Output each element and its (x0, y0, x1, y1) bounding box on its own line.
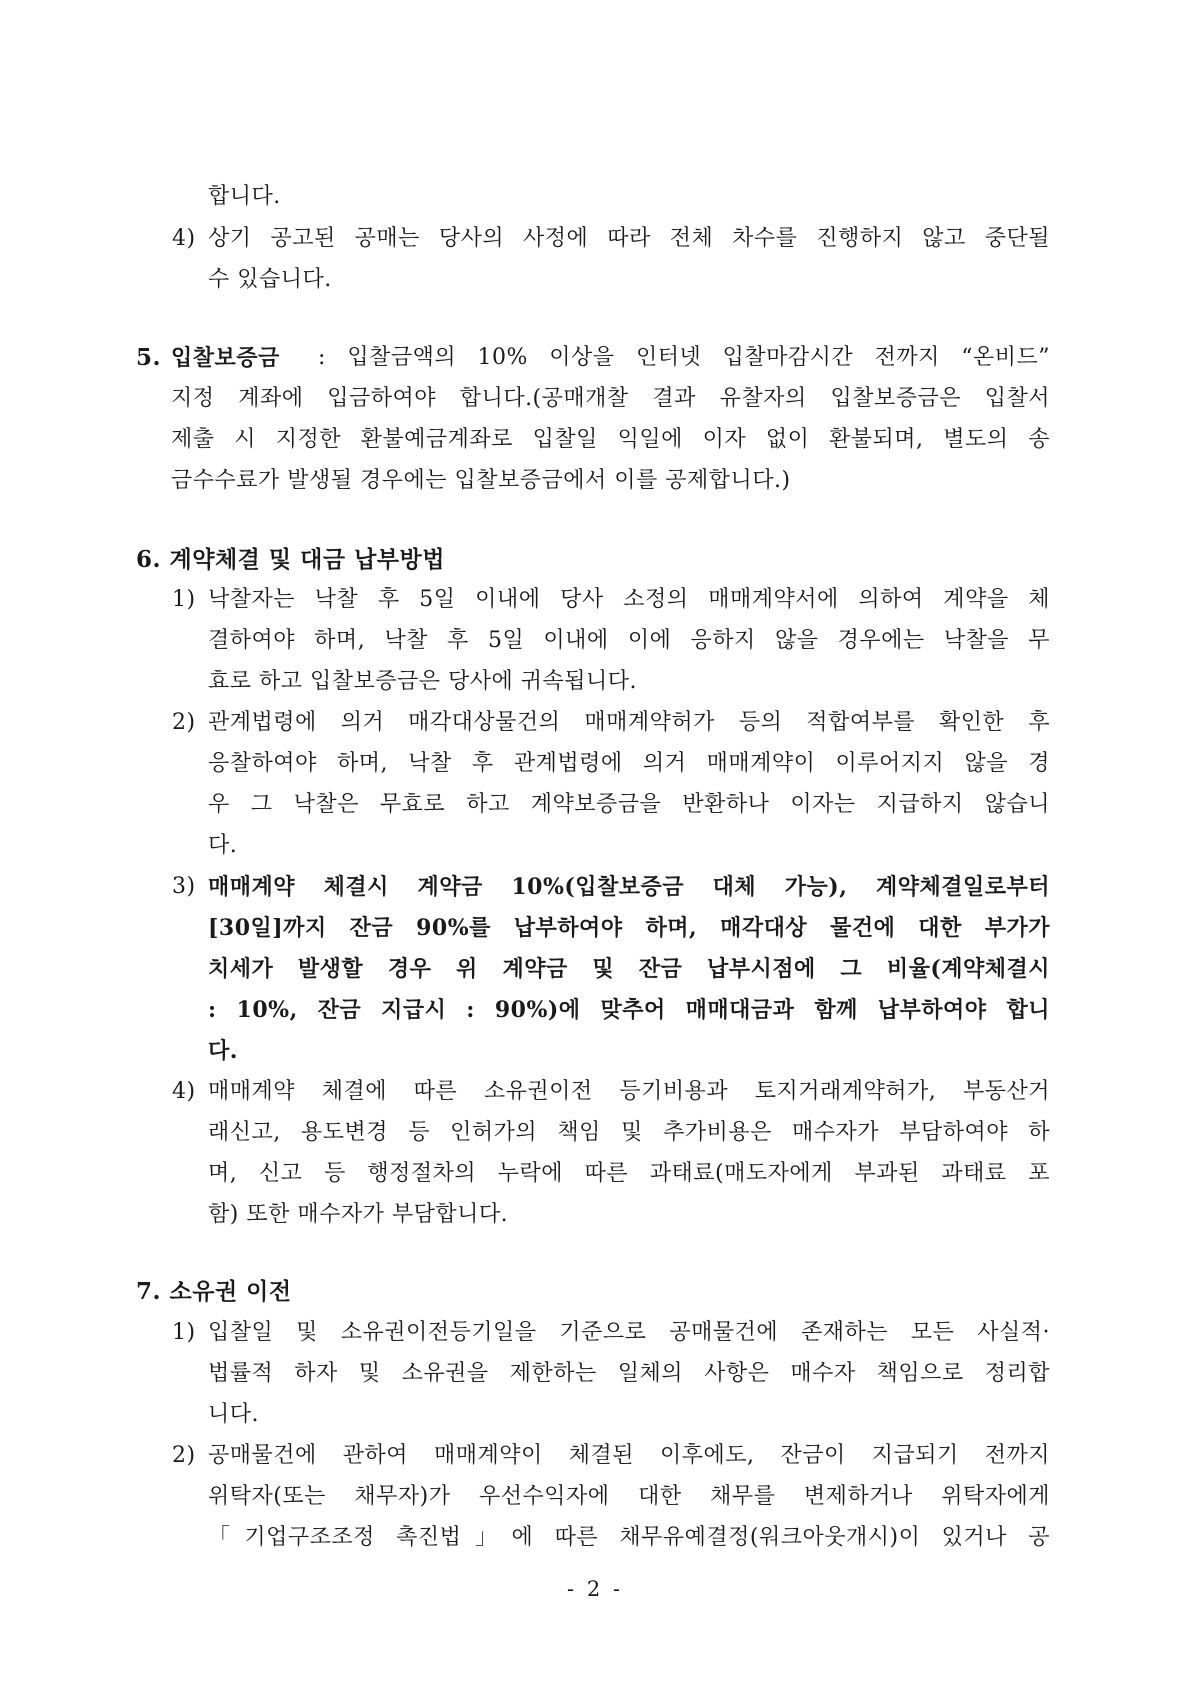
section6-item1-line: 효로 하고 입찰보증금은 당사에 귀속됩니다. (208, 669, 638, 694)
section7-heading: 7. 소유권 이전 (136, 1278, 292, 1305)
section6-item3-line: 치세가 발생할 경우 위 계약금 및 잔금 납부시점에 그 비율(계약체결시 (208, 956, 1050, 982)
section7-item1-line: 법률적 하자 및 소유권을 제한하는 일체의 사항은 매수자 책임으로 정리합 (208, 1361, 1050, 1386)
section7-item2-line: 위탁자(또는 채무자)가 우선수익자에 대한 채무를 변제하거나 위탁자에게 (208, 1484, 1050, 1509)
section6-item2-line: 응찰하여야 하며, 낙찰 후 관계법령에 의거 매매계약이 이루어지지 않을 경 (208, 751, 1050, 776)
section6-item4-line: 며, 신고 등 행정절차의 누락에 따른 과태료(매도자에게 부과된 과태료 포 (208, 1161, 1050, 1186)
section7-item1-line: 입찰일 및 소유권이전등기일을 기준으로 공매물건에 존재하는 모든 사실적· (208, 1320, 1050, 1345)
section6-item1-line: 결하여야 하며, 낙찰 후 5일 이내에 이에 응하지 않을 경우에는 낙찰을 무 (208, 628, 1050, 653)
section5-title: 입찰보증금 (171, 345, 280, 371)
section5-number: 5. (136, 344, 162, 371)
section6-item2-line: 관계법령에 의거 매각대상물건의 매매계약허가 등의 적합여부를 확인한 후 (208, 710, 1050, 735)
section6-item2-number: 2) (172, 710, 196, 735)
section6-item1-line: 낙찰자는 낙찰 후 5일 이내에 당사 소정의 매매계약서에 의하여 계약을 체 (208, 587, 1050, 612)
section6-item3-line: 다. (208, 1038, 238, 1064)
section6-item2-line: 다. (208, 833, 238, 858)
section6-item3-line: : 10%, 잔금 지급시 : 90%)에 맞추어 매매대금과 함께 납부하여야 합니 (208, 997, 1050, 1023)
section6-item3-line: 매매계약 체결시 계약금 10%(입찰보증금 대체 가능), 계약체결일로부터 (208, 874, 1050, 900)
section6-item1-number: 1) (172, 587, 196, 612)
section6-item4-line: 함) 또한 매수자가 부담합니다. (208, 1202, 509, 1227)
section7-item2-number: 2) (172, 1443, 196, 1468)
section6-item4-line: 매매계약 체결에 따른 소유권이전 등기비용과 토지거래계약허가, 부동산거 (208, 1079, 1050, 1104)
section5-line: 제출 시 지정한 환불예금계좌로 입찰일 익일에 이자 없이 환불되며, 별도의 송 (171, 427, 1050, 452)
section4-item3-continuation: 합니다. (208, 184, 281, 209)
section6-heading: 6. 계약체결 및 대금 납부방법 (136, 546, 445, 573)
section4-item4-number: 4) (172, 226, 196, 251)
section7-item1-line: 니다. (208, 1402, 259, 1427)
section7-item1-number: 1) (172, 1320, 196, 1345)
page-number: - 2 - (567, 1577, 623, 1601)
section4-item4-line: 수 있습니다. (208, 267, 332, 292)
section7-item2-line: 「기업구조조정 촉진법」에 따른 채무유예결정(워크아웃개시)이 있거나 공 (208, 1525, 1050, 1550)
section7-item2-line: 공매물건에 관하여 매매계약이 체결된 이후에도, 잔금이 지급되기 전까지 (208, 1443, 1050, 1468)
section6-item4-number: 4) (172, 1079, 196, 1104)
section5-line: 금수수료가 발생될 경우에는 입찰보증금에서 이를 공제합니다.) (171, 468, 791, 493)
section5-line: : 입찰금액의 10% 이상을 인터넷 입찰마감시간 전까지 “온비드” (318, 345, 1050, 370)
section6-item4-line: 래신고, 용도변경 등 인허가의 책임 및 추가비용은 매수자가 부담하여야 하 (208, 1120, 1050, 1145)
section6-item3-number: 3) (172, 874, 196, 899)
section5-line: 지정 계좌에 입금하여야 합니다.(공매개찰 결과 유찰자의 입찰보증금은 입찰서 (171, 386, 1050, 411)
section6-item2-line: 우 그 낙찰은 무효로 하고 계약보증금을 반환하나 이자는 지급하지 않습니 (208, 792, 1050, 817)
section4-item4-line: 상기 공고된 공매는 당사의 사정에 따라 전체 차수를 진행하지 않고 중단될 (208, 226, 1050, 251)
section6-item3-line: [30일]까지 잔금 90%를 납부하여야 하며, 매각대상 물건에 대한 부가가 (208, 915, 1050, 941)
